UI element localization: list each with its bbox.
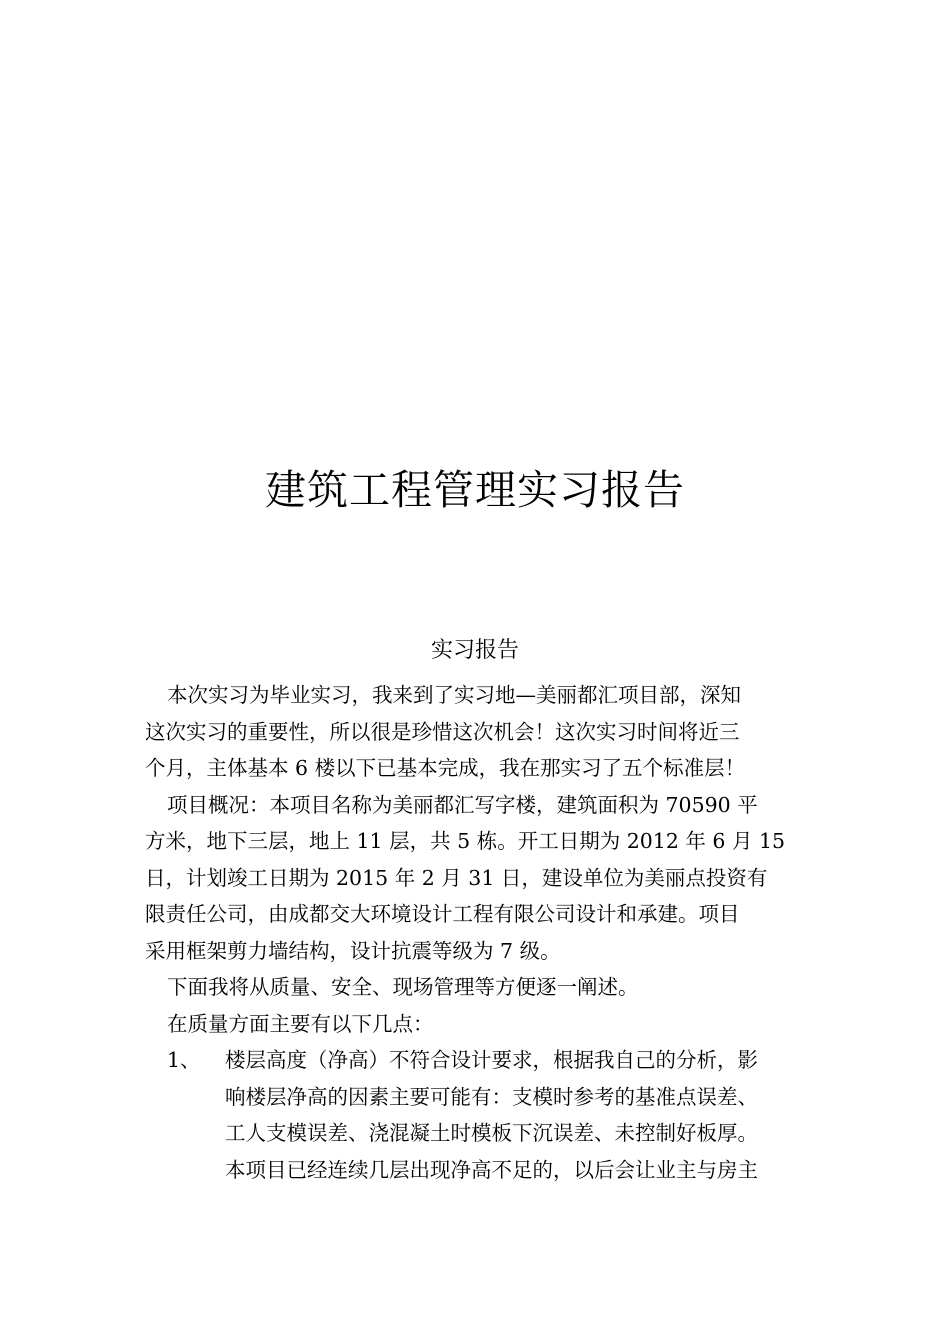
section-heading: 实习报告: [430, 638, 519, 663]
paragraph-line: 这次实习的重要性，所以很是珍惜这次机会！这次实习时间将近三: [145, 719, 740, 744]
paragraph-line: 方米，地下三层，地上 11 层，共 5 栋。开工日期为 2012 年 6 月 15: [145, 829, 786, 853]
paragraph-line: 采用框架剪力墙结构，设计抗震等级为 7 级。: [145, 938, 561, 963]
document-title: 建筑工程管理实习报告: [265, 466, 685, 514]
paragraph-line: 日，计划竣工日期为 2015 年 2 月 31 日，建设单位为美丽点投资有: [145, 865, 768, 890]
paragraph-line: 本次实习为毕业实习，我来到了实习地—美丽都汇项目部，深知: [167, 683, 741, 707]
paragraph-line: 下面我将从质量、安全、现场管理等方便逐一阐述。: [167, 975, 639, 999]
paragraph-line: 在质量方面主要有以下几点：: [167, 1011, 434, 1036]
list-item-line: 楼层高度（净高）不符合设计要求，根据我自己的分析，影: [225, 1048, 758, 1072]
list-item-line: 工人支模误差、浇混凝土时模板下沉误差、未控制好板厚。: [225, 1121, 758, 1145]
paragraph-quality-intro: [145, 1006, 805, 1043]
list-item-number: 1、: [167, 1048, 201, 1072]
list-item-line: 本项目已经连续几层出现净高不足的，以后会让业主与房主: [225, 1157, 758, 1182]
paragraph-intro: [145, 677, 805, 787]
paragraph-outline: [145, 969, 805, 1006]
document-body: [145, 677, 805, 1188]
list-item-quality-1: [145, 1042, 805, 1188]
paragraph-line: 限责任公司，由成都交大环境设计工程有限公司设计和承建。项目: [145, 902, 740, 926]
paragraph-project-overview: [145, 787, 805, 970]
paragraph-line: 项目概况：本项目名称为美丽都汇写字楼，建筑面积为 70590 平: [167, 792, 758, 817]
list-item-line: 响楼层净高的因素主要可能有：支模时参考的基准点误差、: [225, 1084, 758, 1109]
paragraph-line: 个月，主体基本 6 楼以下已基本完成，我在那实习了五个标准层！: [145, 756, 746, 780]
